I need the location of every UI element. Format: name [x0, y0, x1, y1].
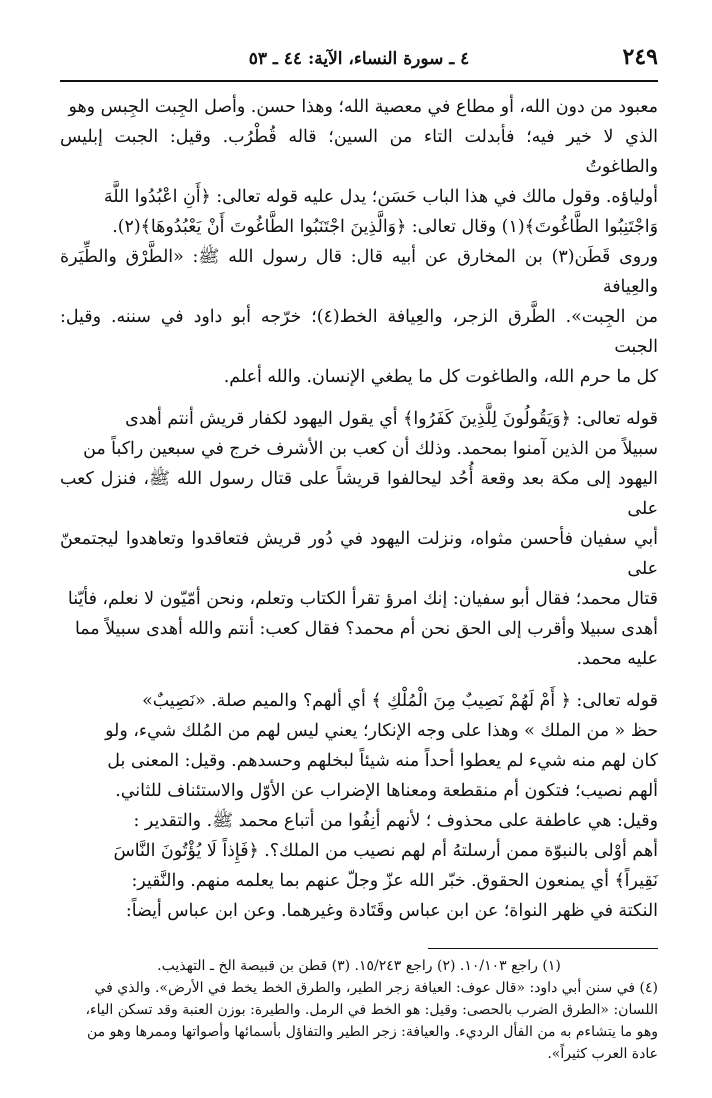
- text-line: معبود من دون الله، أو مطاع في معصية الله؛ وهذا حسن. وأصل الجِبت الجِبس وهو: [68, 97, 658, 117]
- footnote-line: عادة العرب كثيراً».: [547, 1046, 658, 1062]
- text-line: عليه محمد.: [576, 649, 658, 669]
- text-line: النكتة في ظهر النواة؛ عن ابن عباس وقَتَادة وغيرهما. وعن ابن عباس أيضاً:: [125, 901, 658, 921]
- text-line: من الجِبت». الطَّرق الزجر، والعِيافة الخط(٤)؛ خرّجه أبو داود في سننه. وقيل: الجبت: [60, 307, 658, 357]
- text-line: حظ « من الملك » وهذا على وجه الإنكار؛ يعني ليس لهم من المُلك شيء، ولو: [105, 721, 658, 741]
- text-line: أهدى سبيلا وأقرب إلى الحق نحن أم محمد؟ فقال كعب: أنتم والله أهدى سبيلاً مما: [74, 619, 658, 639]
- text-line: أولياؤه. وقول مالك في هذا الباب حَسَن؛ يدل عليه قوله تعالى: ﴿أَنِ اعْبُدُوا اللَّهَ: [103, 187, 658, 207]
- footnote-line: وهو ما يتشاءم به من الفأل الرديء. والعيافة: زجر الطير والتفاؤل بأسمائها وأصواتها وممرها وهو من: [87, 1024, 658, 1040]
- text-line: نَقِيراً﴾ أي يمنعون الحقوق. خبّر الله عزّ وجلّ عنهم بما يعلمه منهم. والنَّقير:: [131, 871, 658, 891]
- page-header: [60, 44, 658, 82]
- body-text: [60, 92, 658, 926]
- footnote-divider: [428, 948, 658, 949]
- text-line: اليهود إلى مكة بعد وقعة أُحُد ليحالفوا قريشاً على قتال رسول الله ﷺ، فنزل كعب على: [60, 469, 658, 519]
- text-line: أهم أوْلى بالنبوّة ممن أرسلتهُ أم لهم نصيب من الملك؟. ﴿فَإِذاً لَا يُؤْتُونَ النَّاسَ: [113, 841, 658, 861]
- text-line: سبيلاً من الذين آمنوا بمحمد. وذلك أن كعب بن الأشرف خرج في سبعين راكباً من: [83, 439, 658, 459]
- paragraph-yaqulun: [60, 404, 658, 674]
- paragraph-nasib: [60, 686, 658, 926]
- footnotes: [60, 955, 658, 1065]
- text-line: كان لهم منه شيء لم يعطوا أحداً منه شيئاً لبخلهم وحسدهم. وقيل: المعنى بل: [107, 751, 658, 771]
- text-line: قوله تعالى: ﴿وَيَقُولُونَ لِلَّذِينَ كَفَرُوا﴾ أي يقول اليهود لكفار قريش أنتم أهدى: [125, 409, 658, 429]
- text-line: قوله تعالى: ﴿ أَمْ لَهُمْ نَصِيبٌ مِنَ الْمُلْكِ ﴾ أي ألهم؟ والميم صلة. «نَصِيبٌ»: [142, 691, 658, 711]
- text-line: وروى قَطَن(٣) بن المخارق عن أبيه قال: قال رسول الله ﷺ: «الطَّرْق والطِّيَرة والعِيافة: [60, 247, 658, 297]
- footnote-line: (٤) في سنن أبي داود: «قال عوف: العيافة زجر الطير، والطرق الخط يخط في الأرض». والذي في: [94, 980, 658, 996]
- footnote-line: (١) راجع ١٠/١٠٣. (٢) راجع ١٥/٢٤٣. (٣) قطن بن قبيصة الخ ـ التهذيب.: [157, 958, 561, 974]
- text-line: كل ما حرم الله، والطاغوت كل ما يطغي الإنسان. والله أعلم.: [223, 367, 658, 387]
- footnote-line: اللسان: «الطرق الضرب بالحصى: وقيل: هو الخط في الرمل. والطيرة: بوزن العنبة وقد تسكن الياء،: [85, 1002, 658, 1018]
- text-line: وَاجْتَنِبُوا الطَّاغُوتَ﴾(١) وقال تعالى: ﴿وَالَّذِينَ اجْتَنَبُوا الطَّاغُوتَ أَنْ يَعْبُدُوهَا﴾(٢).: [112, 217, 658, 237]
- running-title: ٤ ـ سورة النساء، الآية: ٤٤ ـ ٥٣: [248, 49, 470, 69]
- text-line: أبي سفيان فأحسن مثواه، ونزلت اليهود في دُور قريش فتعاقدوا وتعاهدوا ليجتمعنّ على: [60, 529, 658, 579]
- text-line: قتال محمد؛ فقال أبو سفيان: إنك امرؤ تقرأ الكتاب وتعلم، ونحن أمّيّون لا نعلم، فأيّنا: [67, 589, 658, 609]
- text-line: وقيل: هي عاطفة على محذوف ؛ لأنهم أنِفُوا من أتباع محمد ﷺ. والتقدير :: [133, 811, 658, 831]
- paragraph-jibt: [60, 92, 658, 392]
- text-line: الذي لا خير فيه؛ فأبدلت التاء من السين؛ قاله قُطْرُب. وقيل: الجبت إبليس والطاغوتُ: [60, 127, 658, 177]
- page-number: ٢٤٩: [622, 44, 658, 70]
- text-line: ألهم نصيب؛ فتكون أم منقطعة ومعناها الإضراب عن الأوّل والاستئناف للثاني.: [115, 781, 658, 801]
